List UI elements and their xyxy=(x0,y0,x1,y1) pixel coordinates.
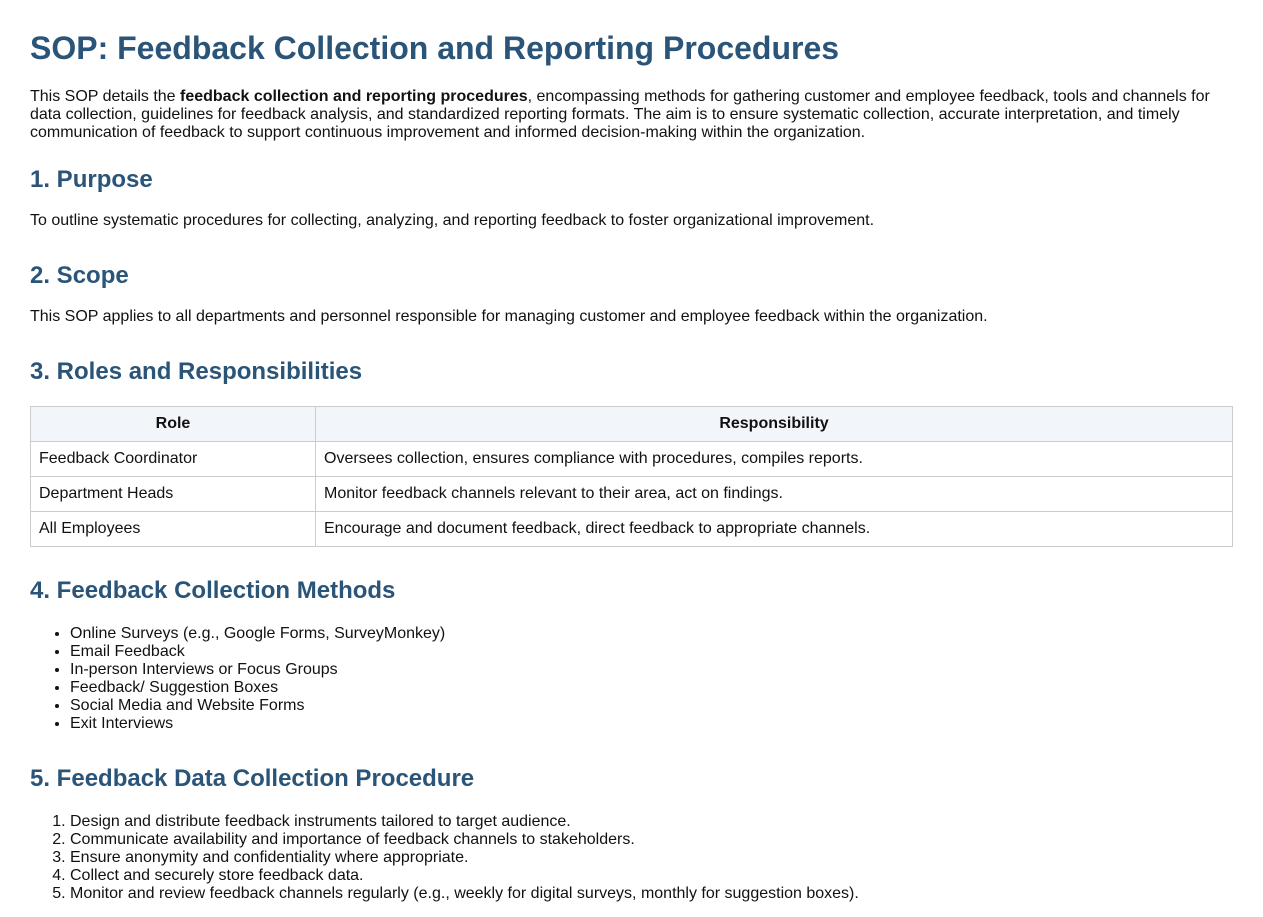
list-item: • In-person Interviews or Focus Groups xyxy=(70,661,1233,679)
responsibility-cell: Oversees collection, ensures compliance with procedures, compiles reports. xyxy=(316,442,1233,477)
list-item: • Online Surveys (e.g., Google Forms, SurveyMonkey) xyxy=(70,625,1233,643)
section-heading-purpose: 1. Purpose xyxy=(30,166,153,193)
role-cell: All Employees xyxy=(31,512,316,547)
table-row xyxy=(31,442,1233,477)
list-item: 2. Communicate availability and importance of feedback channels to stakeholders. xyxy=(70,831,1233,849)
purpose-text: To outline systematic procedures for collecting, analyzing, and reporting feedback to foster organizational improvement. xyxy=(30,212,875,229)
methods-list xyxy=(30,625,1233,733)
section-heading-scope: 2. Scope xyxy=(30,262,129,289)
table-header-row xyxy=(31,407,1233,442)
column-header-role: Role xyxy=(31,407,316,442)
role-cell: Feedback Coordinator xyxy=(31,442,316,477)
intro-paragraph xyxy=(30,88,1233,142)
list-item: 5. Monitor and review feedback channels regularly (e.g., weekly for digital surveys, monthly for suggestion boxes). xyxy=(70,885,1233,903)
roles-table xyxy=(30,406,1233,547)
section-heading-methods: 4. Feedback Collection Methods xyxy=(30,577,396,604)
list-item: 3. Ensure anonymity and confidentiality where appropriate. xyxy=(70,849,1233,867)
table-row xyxy=(31,512,1233,547)
intro-suffix: , encompassing methods for gathering customer and employee feedback, tools and channels for data collection, guidelines for feedback analysis, and standardized reporting formats. The aim is to ensure systematic collection, accurate interpretation, and timely communication of feedback to support continuous improvement and informed decision-making within the organization. xyxy=(30,88,1210,141)
procedure-list xyxy=(30,813,1233,903)
page-title: SOP: Feedback Collection and Reporting Procedures xyxy=(30,30,840,66)
list-item: • Social Media and Website Forms xyxy=(70,697,1233,715)
role-cell: Department Heads xyxy=(31,477,316,512)
responsibility-cell: Encourage and document feedback, direct feedback to appropriate channels. xyxy=(316,512,1233,547)
section-heading-roles: 3. Roles and Responsibilities xyxy=(30,358,363,385)
list-item: • Email Feedback xyxy=(70,643,1233,661)
column-header-responsibility: Responsibility xyxy=(316,407,1233,442)
section-heading-procedure: 5. Feedback Data Collection Procedure xyxy=(30,765,475,792)
list-item: 4. Collect and securely store feedback data. xyxy=(70,867,1233,885)
intro-bold: feedback collection and reporting procedures xyxy=(180,88,528,105)
list-item: • Feedback/ Suggestion Boxes xyxy=(70,679,1233,697)
scope-text: This SOP applies to all departments and personnel responsible for managing customer and employee feedback within the organization. xyxy=(30,308,988,325)
responsibility-cell: Monitor feedback channels relevant to their area, act on findings. xyxy=(316,477,1233,512)
list-item: 1. Design and distribute feedback instruments tailored to target audience. xyxy=(70,813,1233,831)
intro-prefix: This SOP details the xyxy=(30,88,180,105)
list-item: • Exit Interviews xyxy=(70,715,1233,733)
table-row xyxy=(31,477,1233,512)
